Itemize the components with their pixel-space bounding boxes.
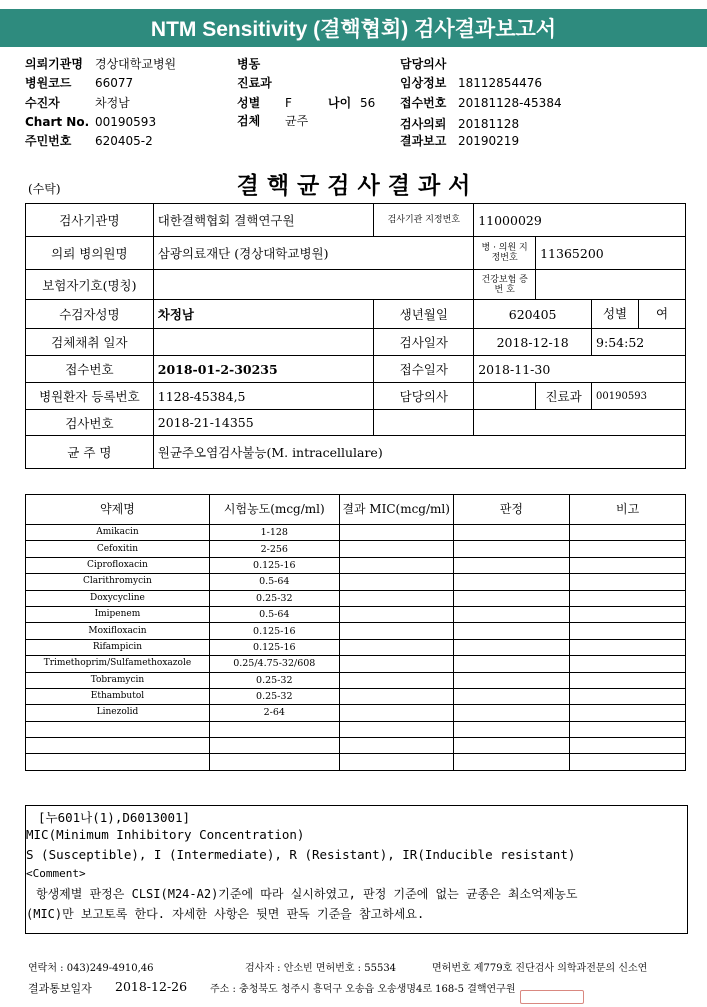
drug-name: Clarithromycin — [26, 574, 210, 590]
table-row — [26, 525, 686, 541]
birth-value: 620405 — [474, 300, 592, 329]
empty-cell — [570, 705, 686, 721]
collect-value — [153, 329, 374, 356]
received-tag: (수탁) — [28, 182, 61, 196]
empty-cell — [339, 672, 453, 688]
empty-cell — [453, 574, 570, 590]
empty-cell — [339, 557, 453, 573]
empty-cell — [570, 639, 686, 655]
empty-cell — [209, 738, 339, 754]
empty-cell — [570, 656, 686, 672]
hosp-no-value: 11365200 — [536, 237, 686, 270]
empty-cell — [570, 754, 686, 770]
table-row — [26, 574, 686, 590]
table-row — [26, 688, 686, 704]
test-range: 2-64 — [209, 705, 339, 721]
drug-name: Ciprofloxacin — [26, 557, 210, 573]
info-report: 결과보고 20190219 — [400, 134, 520, 148]
info-age: 나이 56 — [328, 96, 376, 110]
info-sex: 성별 F — [237, 96, 292, 110]
info-dept: 진료과 — [237, 76, 272, 90]
test-range: 0.125-16 — [209, 623, 339, 639]
physician-value — [474, 383, 536, 410]
empty-cell — [570, 738, 686, 754]
lab-no-label: 검사기관 지정번호 — [374, 204, 474, 237]
empty-cell — [570, 623, 686, 639]
strain-value: 원균주오염검사불능(M. intracellulare) — [153, 436, 685, 469]
table-row — [26, 623, 686, 639]
empty-cell — [339, 525, 453, 541]
report-title: 결 핵 균 검 사 결 과 서 — [236, 172, 471, 199]
empty-cell — [26, 738, 210, 754]
empty-cell — [453, 754, 570, 770]
susceptibility-table — [25, 494, 686, 771]
empty-cell — [26, 754, 210, 770]
comment-mic: MIC(Minimum Inhibitory Concentration) — [26, 827, 305, 842]
empty-cell — [339, 721, 453, 737]
table-row — [26, 606, 686, 622]
empty-cell — [339, 606, 453, 622]
test-range: 0.5-64 — [209, 606, 339, 622]
receipt-no-value: 2018-01-2-30235 — [153, 356, 374, 383]
empty-cell — [453, 705, 570, 721]
empty-cell — [209, 754, 339, 770]
footer-examiner: 검사자 : 안소빈 면허번호 : 55534 — [245, 963, 397, 974]
empty-cell — [570, 590, 686, 606]
header-mic: 결과 MIC(mcg/ml) — [339, 495, 453, 525]
header-drug: 약제명 — [26, 495, 210, 525]
comment-tag: <Comment> — [26, 867, 86, 880]
empty-cell — [339, 754, 453, 770]
collect-label: 검체채취 일자 — [26, 329, 154, 356]
info-specimen: 검체 균주 — [237, 114, 309, 128]
lab-no-value: 11000029 — [474, 204, 686, 237]
footer-address: 주소 : 충청북도 청주시 흥덕구 오송읍 오송생명4로 168-5 결핵연구원 — [210, 984, 516, 995]
hosp-label: 의뢰 병의원명 — [26, 237, 154, 270]
test-range: 0.25-32 — [209, 590, 339, 606]
empty-cell — [339, 590, 453, 606]
insurance-no-label: 건강보험 증 번 호 — [474, 270, 536, 300]
physician-label: 담당의사 — [374, 383, 474, 410]
lab-label: 검사기관명 — [26, 204, 154, 237]
info-chart: Chart No. 00190593 — [25, 115, 157, 129]
empty-cell — [453, 688, 570, 704]
footer-notice-date: 2018-12-26 — [115, 979, 188, 994]
empty-cell — [453, 639, 570, 655]
info-id: 주민번호 620405-2 — [25, 134, 153, 148]
empty-cell — [339, 688, 453, 704]
comment-line-2: (MIC)만 보고토록 한다. 자세한 사항은 뒷면 판독 기준을 참고하세요. — [26, 907, 425, 921]
drug-name: Ethambutol — [26, 688, 210, 704]
test-range: 0.25-32 — [209, 688, 339, 704]
name-value: 차정남 — [153, 300, 374, 329]
name-label: 수검자성명 — [26, 300, 154, 329]
insured-value — [153, 270, 473, 300]
drug-name: Cefoxitin — [26, 541, 210, 557]
receipt-date-label: 접수일자 — [374, 356, 474, 383]
table-row — [26, 754, 686, 770]
drug-name: Imipenem — [26, 606, 210, 622]
info-code: 병원코드 66077 — [25, 76, 134, 90]
empty-cell — [570, 606, 686, 622]
empty-cell — [570, 557, 686, 573]
empty-cell — [570, 721, 686, 737]
footer-contact: 연락처 : 043)249-4910,46 — [28, 963, 154, 974]
info-clinical: 임상정보 18112854476 — [400, 76, 542, 90]
table-row — [26, 656, 686, 672]
empty-cell — [339, 738, 453, 754]
header-title: NTM Sensitivity (결핵협회) 검사결과보고서 — [150, 18, 557, 41]
test-range: 0.25-32 — [209, 672, 339, 688]
empty-cell — [453, 656, 570, 672]
reg-value: 1128-45384,5 — [153, 383, 374, 410]
test-range: 1-128 — [209, 525, 339, 541]
comment-legend: S (Susceptible), I (Intermediate), R (Resistant), IR(Inducible resistant) — [26, 847, 576, 862]
header-note: 비고 — [570, 495, 686, 525]
test-date-value: 2018-12-18 — [474, 329, 592, 356]
test-range: 0.125-16 — [209, 639, 339, 655]
dept-label: 진료과 — [536, 383, 592, 410]
empty-cell — [570, 688, 686, 704]
empty-cell — [339, 541, 453, 557]
table-row — [26, 639, 686, 655]
test-range: 0.25/4.75-32/608 — [209, 656, 339, 672]
dept-value: 00190593 — [592, 383, 686, 410]
comment-box — [25, 805, 688, 934]
empty-cell — [453, 738, 570, 754]
drug-name: Tobramycin — [26, 672, 210, 688]
empty-cell — [453, 590, 570, 606]
lab-value: 대한결핵협회 결핵연구원 — [153, 204, 374, 237]
stamp-seal — [520, 990, 584, 1004]
test-no-label: 검사번호 — [26, 410, 154, 436]
table-row — [26, 590, 686, 606]
empty-cell — [453, 525, 570, 541]
empty-cell — [339, 574, 453, 590]
empty-cell — [570, 574, 686, 590]
empty-cell — [453, 672, 570, 688]
table-row — [26, 738, 686, 754]
strain-label: 균 주 명 — [26, 436, 154, 469]
header-range: 시험농도(mcg/ml) — [209, 495, 339, 525]
empty-cell — [453, 623, 570, 639]
table-row — [26, 672, 686, 688]
drug-name: Doxycycline — [26, 590, 210, 606]
test-date-label: 검사일자 — [374, 329, 474, 356]
hosp-no-label: 병 · 의원 지정번호 — [474, 237, 536, 270]
comment-line-1: 항생제별 판정은 CLSI(M24-A2)기준에 따라 실시하였고, 판정 기준에 없는 균종은 최소억제농도 — [36, 887, 578, 901]
info-patient: 수진자 차정남 — [25, 96, 130, 110]
info-ward: 병동 — [237, 57, 261, 71]
insured-label: 보험자기호(명칭) — [26, 270, 154, 300]
sex-value: 여 — [655, 306, 669, 321]
test-time-value: 9:54:52 — [592, 329, 686, 356]
info-accession: 접수번호 20181128-45384 — [400, 96, 562, 110]
info-request: 검사의뢰 20181128 — [400, 117, 520, 131]
header-interpretation: 판정 — [453, 495, 570, 525]
test-range: 2-256 — [209, 541, 339, 557]
insurance-no-value — [536, 270, 686, 300]
report-header — [0, 9, 707, 47]
receipt-no-label: 접수번호 — [26, 356, 154, 383]
test-range: 0.125-16 — [209, 557, 339, 573]
sex-label: 성별 — [592, 300, 639, 328]
drug-name: Trimethoprim/Sulfamethoxazole — [26, 656, 210, 672]
footer-license: 면허번호 제779호 진단검사 의학과전문의 신소연 — [432, 963, 648, 974]
footer-notice-label: 결과통보일자 — [28, 982, 92, 995]
info-institution: 의뢰기관명 경상대학교병원 — [25, 57, 177, 71]
drug-name: Linezolid — [26, 705, 210, 721]
empty-cell — [209, 721, 339, 737]
empty-cell — [453, 606, 570, 622]
table-row — [26, 541, 686, 557]
drug-name: Rifampicin — [26, 639, 210, 655]
empty-cell — [339, 623, 453, 639]
hosp-value: 삼광의료재단 (경상대학교병원) — [153, 237, 473, 270]
drug-name: Moxifloxacin — [26, 623, 210, 639]
empty-cell — [26, 721, 210, 737]
comment-code: [누601나(1),D6013001] — [38, 810, 191, 825]
empty-cell — [339, 656, 453, 672]
empty-cell — [570, 672, 686, 688]
test-no-value: 2018-21-14355 — [153, 410, 374, 436]
empty-cell — [339, 705, 453, 721]
drug-name: Amikacin — [26, 525, 210, 541]
empty-cell — [570, 541, 686, 557]
reg-label: 병원환자 등록번호 — [26, 383, 154, 410]
empty-cell — [453, 557, 570, 573]
empty-cell — [453, 721, 570, 737]
empty-cell — [453, 541, 570, 557]
birth-label: 생년월일 — [374, 300, 474, 329]
test-range: 0.5-64 — [209, 574, 339, 590]
info-doctor: 담당의사 — [400, 57, 447, 71]
empty-cell — [339, 639, 453, 655]
table-row — [26, 721, 686, 737]
report-info-table — [25, 203, 686, 469]
table-row — [26, 557, 686, 573]
table-row — [26, 705, 686, 721]
receipt-date-value: 2018-11-30 — [474, 356, 686, 383]
empty-cell — [570, 525, 686, 541]
